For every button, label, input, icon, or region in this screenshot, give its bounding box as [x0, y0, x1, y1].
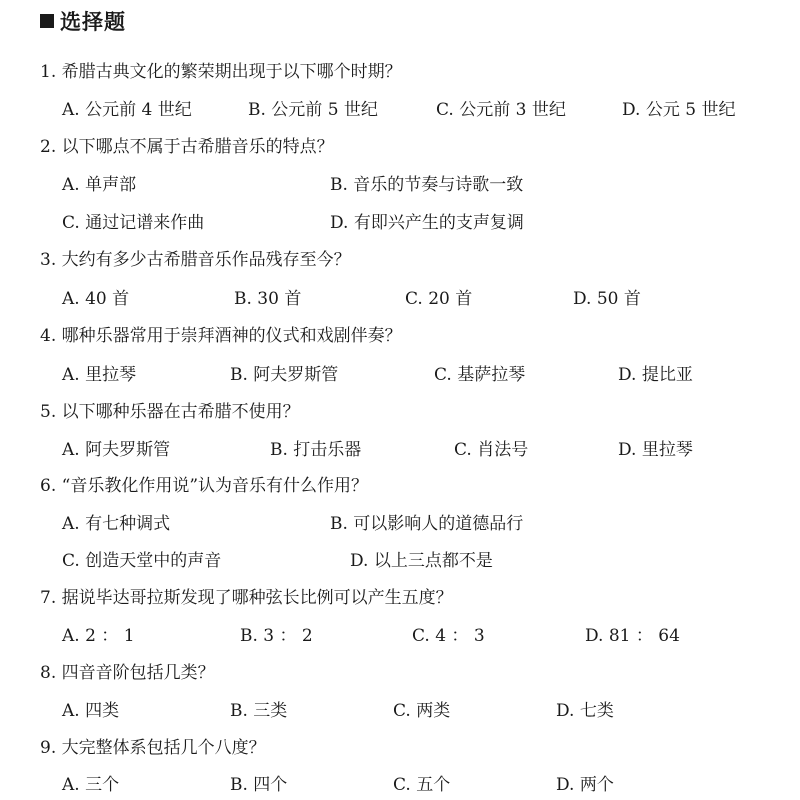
question-stem: 9. 大完整体系包括几个八度？: [40, 738, 266, 758]
question-stem: 3. 大约有多少古希腊音乐作品残存至今？: [40, 250, 351, 270]
option-d: D. 以上三点都不是: [350, 551, 493, 571]
option-c: C. 两类: [393, 701, 451, 721]
question-stem: 6. “音乐教化作用说”认为音乐有什么作用？: [40, 476, 369, 496]
option-a: A. 40 首: [62, 289, 130, 309]
option-c: C. 20 首: [405, 289, 473, 309]
question-stem: 4. 哪种乐器常用于崇拜酒神的仪式和戏剧伴奏？: [40, 326, 402, 346]
option-c: C. 公元前 3 世纪: [436, 100, 566, 120]
option-c: C. 创造天堂中的声音: [62, 551, 222, 571]
question-stem: 7. 据说毕达哥拉斯发现了哪种弦长比例可以产生五度？: [40, 588, 453, 608]
option-d: D. 81 ： 64: [585, 626, 680, 646]
option-d: D. 提比亚: [618, 365, 693, 385]
option-c: C. 通过记谱来作曲: [62, 213, 205, 233]
option-a: A. 阿夫罗斯管: [62, 440, 171, 460]
question-stem: 5. 以下哪种乐器在古希腊不使用？: [40, 402, 300, 422]
option-a: A. 单声部: [62, 175, 137, 195]
option-b: B. 阿夫罗斯管: [230, 365, 339, 385]
option-a: A. 里拉琴: [62, 365, 137, 385]
question-stem: 2. 以下哪点不属于古希腊音乐的特点？: [40, 137, 334, 157]
option-a: A. 三个: [62, 775, 120, 795]
option-d: D. 七类: [556, 701, 614, 721]
option-a: A. 有七种调式: [62, 514, 171, 534]
option-b: B. 公元前 5 世纪: [248, 100, 378, 120]
option-d: D. 有即兴产生的支声复调: [330, 213, 524, 233]
option-d: D. 公元 5 世纪: [622, 100, 736, 120]
option-c: C. 4 ： 3: [412, 626, 485, 646]
option-b: B. 3 ： 2: [240, 626, 313, 646]
section-heading: [40, 6, 126, 36]
option-b: B. 三类: [230, 701, 288, 721]
option-d: D. 50 首: [573, 289, 641, 309]
option-a: A. 四类: [62, 701, 120, 721]
option-b: B. 音乐的节奏与诗歌一致: [330, 175, 524, 195]
option-c: C. 肖法号: [454, 440, 529, 460]
option-b: B. 30 首: [234, 289, 302, 309]
option-a: A. 公元前 4 世纪: [62, 100, 192, 120]
option-d: D. 两个: [556, 775, 614, 795]
section-title: 选择题: [60, 10, 126, 34]
option-d: D. 里拉琴: [618, 440, 693, 460]
square-bullet-icon: [40, 14, 54, 28]
option-c: C. 五个: [393, 775, 451, 795]
option-c: C. 基萨拉琴: [434, 365, 526, 385]
option-b: B. 四个: [230, 775, 288, 795]
option-b: B. 打击乐器: [270, 440, 362, 460]
option-b: B. 可以影响人的道德品行: [330, 514, 524, 534]
option-a: A. 2 ： 1: [62, 626, 135, 646]
question-stem: 8. 四音音阶包括几类？: [40, 663, 215, 683]
question-stem: 1. 希腊古典文化的繁荣期出现于以下哪个时期？: [40, 62, 402, 82]
